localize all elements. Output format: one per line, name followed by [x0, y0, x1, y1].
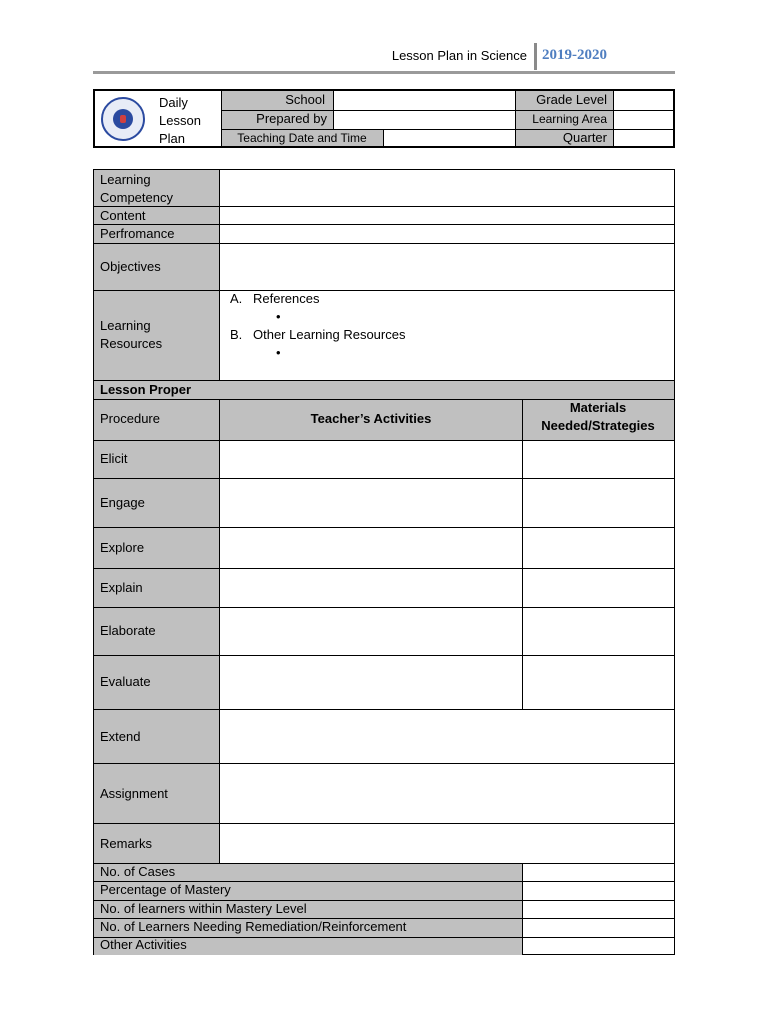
ref-a-text: References: [253, 291, 320, 306]
dlp-title: Daily Lesson Plan: [159, 95, 201, 146]
header-title: Lesson Plan in Science: [391, 48, 527, 63]
teaching-date-label: Teaching Date and Time: [237, 131, 367, 145]
quarter-label: Quarter: [562, 130, 607, 145]
bullet-icon: •: [276, 309, 281, 324]
step-label: Explain: [100, 580, 143, 595]
step-label: Evaluate: [100, 674, 151, 689]
learning-area-label: Learning Area: [532, 112, 607, 126]
assignment-label: Assignment: [100, 786, 168, 801]
learning-competency-label: Learning Competency: [100, 172, 173, 205]
deped-seal-icon: [101, 97, 145, 141]
header-year: 2019-2020: [542, 47, 607, 63]
ref-a-marker: A.: [230, 291, 243, 306]
step-label: Explore: [100, 540, 145, 555]
bullet-icon: •: [276, 345, 281, 360]
step-label: Elicit: [100, 451, 128, 466]
ref-b-text: Other Learning Resources: [253, 327, 406, 342]
mastery-row-label: No. of Learners Needing Remediation/Reinforcement: [100, 919, 407, 934]
info-table: [93, 89, 675, 148]
procedure-label: Procedure: [100, 411, 160, 426]
objectives-label: Objectives: [100, 259, 161, 274]
school-label: School: [285, 92, 325, 107]
learning-resources-label: Learning Resources: [100, 318, 163, 351]
mastery-row-label: No. of learners within Mastery Level: [100, 901, 307, 916]
lesson-plan-table: [93, 169, 675, 955]
mastery-row-label: No. of Cases: [100, 864, 176, 879]
materials-header: Materials Needed/Strategies: [541, 400, 655, 433]
performance-label: Perfromance: [100, 226, 175, 241]
teachers-activities-header: Teacher’s Activities: [310, 411, 432, 426]
step-label: Engage: [100, 495, 145, 510]
prepared-by-label: Prepared by: [256, 111, 327, 126]
content-label: Content: [100, 208, 146, 223]
mastery-row-label: Percentage of Mastery: [100, 882, 231, 897]
page-header: [93, 43, 675, 74]
remarks-label: Remarks: [100, 836, 153, 851]
header-divider: [534, 43, 537, 70]
ref-b-marker: B.: [230, 327, 243, 342]
grade-level-label: Grade Level: [536, 92, 607, 107]
step-label: Elaborate: [100, 623, 156, 638]
extend-label: Extend: [100, 729, 141, 744]
lesson-proper-label: Lesson Proper: [100, 382, 192, 397]
mastery-row-label: Other Activities: [100, 937, 187, 952]
